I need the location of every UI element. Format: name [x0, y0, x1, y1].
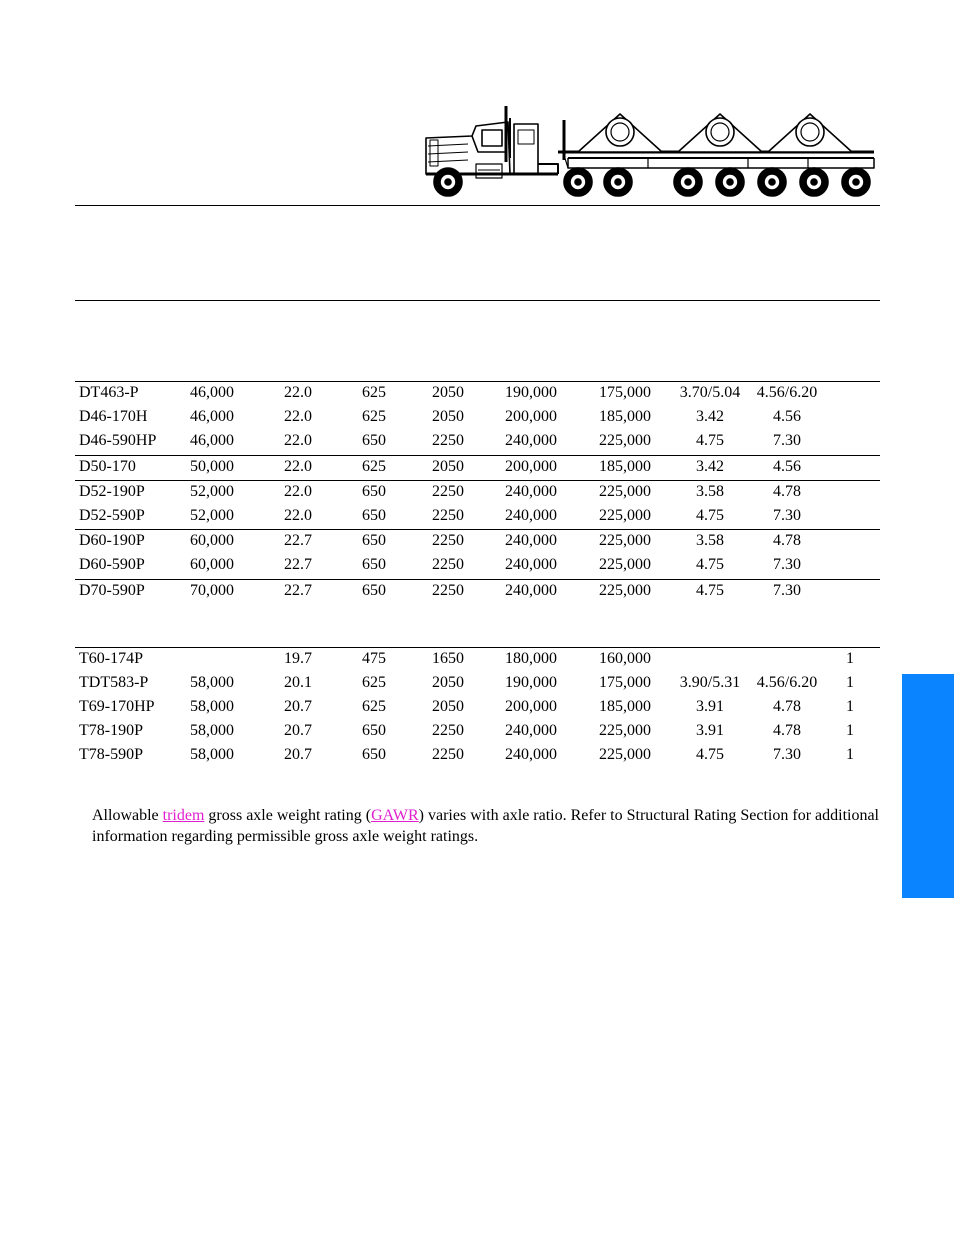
table-row: [75, 672, 880, 696]
table-row: [75, 406, 880, 430]
table-cell: 58,000: [190, 673, 234, 691]
table-cell: 240,000: [505, 506, 557, 524]
table-cell: 22.0: [284, 384, 312, 401]
model-cell: T78-190P: [79, 722, 143, 740]
table-cell: 225,000: [599, 722, 651, 740]
table-row: [75, 554, 880, 578]
model-cell: D52-190P: [79, 482, 145, 500]
table-cell: 225,000: [599, 506, 651, 524]
table-row: [75, 580, 880, 604]
table-cell: 650: [362, 532, 386, 550]
table-cell: 625: [362, 457, 386, 475]
table-cell: 2050: [432, 698, 464, 716]
section-tab[interactable]: [902, 674, 954, 898]
table-cell: 22.0: [284, 506, 312, 524]
table-cell: 1: [846, 746, 854, 764]
note-text-before: Allowable: [92, 807, 163, 824]
table-cell: 2250: [432, 482, 464, 500]
table-cell: 185,000: [599, 408, 651, 426]
table-cell: 650: [362, 432, 386, 450]
table-cell: 650: [362, 581, 386, 599]
table-cell: 200,000: [505, 457, 557, 475]
table-cell: 225,000: [599, 482, 651, 500]
header-rule-top: [75, 205, 880, 206]
table-cell: 185,000: [599, 457, 651, 475]
table-cell: 2250: [432, 581, 464, 599]
table-cell: 240,000: [505, 722, 557, 740]
model-cell: D60-190P: [79, 532, 145, 550]
table-cell: 4.56: [773, 457, 801, 475]
table-cell: 650: [362, 556, 386, 574]
table-cell: 3.42: [696, 408, 724, 426]
table-cell: 3.91: [696, 698, 724, 716]
table-group-gap: [75, 604, 880, 647]
table-cell: 19.7: [284, 649, 312, 667]
table-cell: 240,000: [505, 532, 557, 550]
table-cell: 650: [362, 746, 386, 764]
table-cell: 7.30: [773, 432, 801, 450]
table-cell: 625: [362, 408, 386, 426]
table-cell: 190,000: [505, 384, 557, 401]
table-row: [75, 720, 880, 744]
model-cell: D46-590HP: [79, 432, 157, 450]
table-row: [75, 648, 880, 672]
gawr-link[interactable]: GAWR: [371, 807, 419, 824]
table-cell: 4.75: [696, 506, 724, 524]
table-cell: 50,000: [190, 457, 234, 475]
gawr-footnote: [92, 805, 879, 847]
table-cell: 4.75: [696, 556, 724, 574]
table-cell: 46,000: [190, 408, 234, 426]
table-cell: 22.7: [284, 581, 312, 599]
model-cell: D46-170H: [79, 408, 148, 426]
tridem-link[interactable]: tridem: [162, 807, 205, 824]
table-cell: 4.78: [773, 482, 801, 500]
table-cell: 4.56: [773, 408, 801, 426]
table-cell: 46,000: [190, 432, 234, 450]
table-cell: 70,000: [190, 581, 234, 599]
table-cell: 7.30: [773, 746, 801, 764]
table-cell: 20.1: [284, 673, 312, 691]
table-group: [75, 480, 880, 529]
model-cell: D60-590P: [79, 556, 145, 574]
table-cell: 2050: [432, 384, 464, 401]
table-cell: 2250: [432, 506, 464, 524]
table-cell: 2250: [432, 722, 464, 740]
table-cell: 475: [362, 649, 386, 667]
table-cell: 225,000: [599, 432, 651, 450]
table-cell: 4.75: [696, 746, 724, 764]
model-cell: DT463-P: [79, 384, 139, 401]
table-cell: 20.7: [284, 698, 312, 716]
table-cell: 3.58: [696, 532, 724, 550]
table-cell: 185,000: [599, 698, 651, 716]
table-cell: 7.30: [773, 556, 801, 574]
table-cell: 22.7: [284, 532, 312, 550]
table-cell: 240,000: [505, 556, 557, 574]
table-cell: 160,000: [599, 649, 651, 667]
table-cell: 175,000: [599, 673, 651, 691]
table-cell: 58,000: [190, 698, 234, 716]
table-cell: 22.0: [284, 482, 312, 500]
table-row: [75, 382, 880, 406]
table-row: [75, 696, 880, 720]
table-cell: 240,000: [505, 746, 557, 764]
table-cell: 625: [362, 673, 386, 691]
table-cell: 2050: [432, 457, 464, 475]
table-cell: 60,000: [190, 556, 234, 574]
table-cell: 2050: [432, 673, 464, 691]
table-cell: 1: [846, 722, 854, 740]
table-cell: 1650: [432, 649, 464, 667]
table-cell: 52,000: [190, 482, 234, 500]
table-cell: 60,000: [190, 532, 234, 550]
table-group: [75, 579, 880, 604]
table-cell: 3.70/5.04: [679, 384, 741, 401]
table-cell: 1: [846, 649, 854, 667]
table-cell: 200,000: [505, 408, 557, 426]
model-cell: D50-170: [79, 457, 136, 475]
table-cell: 4.56/6.20: [756, 384, 818, 401]
model-cell: T78-590P: [79, 746, 143, 764]
table-row: [75, 456, 880, 480]
table-cell: 22.0: [284, 432, 312, 450]
model-cell: D52-590P: [79, 506, 145, 524]
table-cell: 4.78: [773, 532, 801, 550]
table-cell: 3.91: [696, 722, 724, 740]
table-cell: 650: [362, 506, 386, 524]
model-cell: T60-174P: [79, 649, 143, 667]
model-cell: D70-590P: [79, 581, 145, 599]
table-row: [75, 505, 880, 529]
table-cell: 3.58: [696, 482, 724, 500]
table-cell: 58,000: [190, 746, 234, 764]
table-cell: 225,000: [599, 556, 651, 574]
table-cell: 22.0: [284, 457, 312, 475]
header-rule-bottom: [75, 300, 880, 301]
table-row: [75, 430, 880, 454]
table-cell: 240,000: [505, 581, 557, 599]
table-cell: 190,000: [505, 673, 557, 691]
table-cell: 1: [846, 698, 854, 716]
table-row: [75, 481, 880, 505]
table-cell: 650: [362, 722, 386, 740]
table-cell: 2250: [432, 746, 464, 764]
note-text-middle: gross axle weight rating (: [204, 807, 372, 824]
table-row: [75, 744, 880, 768]
table-cell: 4.78: [773, 698, 801, 716]
note-text-after: ) varies with axle ratio. Refer to Structural Rating Section for additional information regarding permissible gross axle weight ratings.: [92, 807, 880, 845]
table-row: [75, 530, 880, 554]
table-cell: 2050: [432, 408, 464, 426]
table-cell: 625: [362, 384, 386, 401]
table-cell: 4.56/6.20: [756, 673, 818, 691]
table-cell: 625: [362, 698, 386, 716]
table-cell: 4.75: [696, 581, 724, 599]
table-cell: 200,000: [505, 698, 557, 716]
model-cell: TDT583-P: [79, 673, 149, 691]
table-cell: 22.7: [284, 556, 312, 574]
model-cell: T69-170HP: [79, 698, 155, 716]
table-cell: 240,000: [505, 432, 557, 450]
table-cell: 46,000: [190, 384, 234, 401]
table-group: [75, 455, 880, 480]
table-cell: 3.90/5.31: [679, 673, 741, 691]
table-group: [75, 647, 880, 769]
table-cell: 225,000: [599, 581, 651, 599]
table-cell: 4.75: [696, 432, 724, 450]
table-group: [75, 529, 880, 578]
table-cell: 22.0: [284, 408, 312, 426]
table-cell: 4.78: [773, 722, 801, 740]
table-cell: 225,000: [599, 532, 651, 550]
table-cell: 58,000: [190, 722, 234, 740]
table-cell: 2250: [432, 556, 464, 574]
table-cell: 52,000: [190, 506, 234, 524]
axle-specification-table: [75, 381, 880, 769]
table-cell: 1: [846, 673, 854, 691]
table-cell: 2250: [432, 432, 464, 450]
table-cell: 225,000: [599, 746, 651, 764]
table-cell: 2250: [432, 532, 464, 550]
table-cell: 7.30: [773, 506, 801, 524]
table-cell: 3.42: [696, 457, 724, 475]
table-cell: 650: [362, 482, 386, 500]
table-group: [75, 381, 880, 455]
table-cell: 20.7: [284, 722, 312, 740]
table-cell: 175,000: [599, 384, 651, 401]
truck-trailer-illustration: [418, 102, 878, 198]
table-cell: 240,000: [505, 482, 557, 500]
table-cell: 180,000: [505, 649, 557, 667]
table-cell: 20.7: [284, 746, 312, 764]
table-cell: 7.30: [773, 581, 801, 599]
